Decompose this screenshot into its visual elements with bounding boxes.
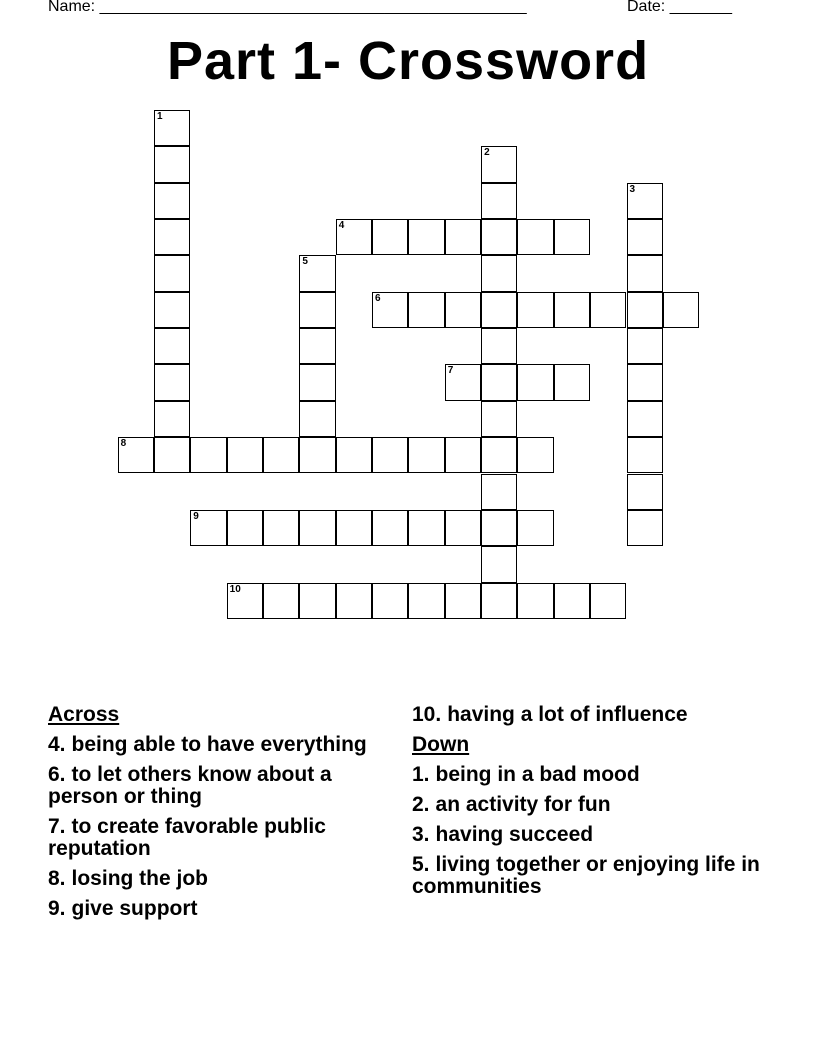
crossword-cell[interactable]: [336, 219, 372, 255]
crossword-cell[interactable]: [227, 437, 263, 473]
crossword-cell[interactable]: [481, 364, 517, 400]
crossword-cell[interactable]: [154, 401, 190, 437]
crossword-cell[interactable]: [445, 437, 481, 473]
crossword-cell[interactable]: [481, 328, 517, 364]
crossword-cell[interactable]: [481, 219, 517, 255]
crossword-cell[interactable]: [336, 510, 372, 546]
crossword-cell[interactable]: [408, 510, 444, 546]
crossword-cell[interactable]: [299, 255, 335, 291]
crossword-cell[interactable]: [517, 583, 553, 619]
clue-across-4: 4. being able to have everything: [48, 733, 367, 756]
crossword-cell[interactable]: [154, 146, 190, 182]
crossword-cell[interactable]: [408, 583, 444, 619]
page-title: Part 1- Crossword: [166, 31, 650, 91]
crossword-cell[interactable]: [481, 474, 517, 510]
clue-down-2: 2. an activity for fun: [412, 793, 611, 816]
crossword-cell[interactable]: [627, 255, 663, 291]
crossword-cell[interactable]: [481, 583, 517, 619]
clue-across-9: 9. give support: [48, 897, 198, 920]
crossword-cell[interactable]: [263, 437, 299, 473]
clue-number: 4: [338, 220, 345, 232]
crossword-cell[interactable]: [118, 437, 154, 473]
crossword-cell[interactable]: [408, 219, 444, 255]
clue-across-10: 10. having a lot of influence: [412, 703, 688, 726]
crossword-cell[interactable]: [190, 510, 226, 546]
crossword-cell[interactable]: [590, 292, 626, 328]
crossword-cell[interactable]: [627, 364, 663, 400]
crossword-cell[interactable]: [154, 437, 190, 473]
crossword-cell[interactable]: [481, 510, 517, 546]
crossword-cell[interactable]: [227, 583, 263, 619]
crossword-cell[interactable]: [299, 583, 335, 619]
crossword-cell[interactable]: [154, 219, 190, 255]
crossword-cell[interactable]: [627, 474, 663, 510]
clue-down-3: 3. having succeed: [412, 823, 594, 846]
date-field[interactable]: Date: _______: [627, 0, 732, 15]
crossword-cell[interactable]: [445, 364, 481, 400]
crossword-cell[interactable]: [517, 510, 553, 546]
clue-number: 1: [156, 111, 163, 122]
crossword-cell[interactable]: [408, 437, 444, 473]
clue-down-5: 5. living together or enjoying life in communities: [412, 853, 760, 898]
crossword-cell[interactable]: [517, 219, 553, 255]
crossword-cell[interactable]: [481, 292, 517, 328]
crossword-cell[interactable]: [154, 364, 190, 400]
clue-down-1: 1. being in a bad mood: [412, 763, 640, 786]
crossword-cell[interactable]: [372, 583, 408, 619]
clue-across-6: 6. to let others know about a person or thing: [48, 763, 332, 808]
crossword-cell[interactable]: [481, 401, 517, 437]
crossword-cell[interactable]: [517, 437, 553, 473]
clue-number: 5: [302, 256, 308, 268]
crossword-cell[interactable]: [445, 292, 481, 328]
crossword-cell[interactable]: [590, 583, 626, 619]
clue-number: 8: [120, 438, 127, 450]
crossword-cell[interactable]: [663, 292, 699, 328]
crossword-cell[interactable]: [299, 292, 335, 328]
clue-number: 6: [375, 292, 381, 304]
crossword-cell[interactable]: [299, 437, 335, 473]
crossword-cell[interactable]: [263, 510, 299, 546]
crossword-cell[interactable]: [481, 437, 517, 473]
crossword-cell[interactable]: [627, 183, 663, 219]
crossword-cell[interactable]: [554, 219, 590, 255]
crossword-cell[interactable]: [445, 219, 481, 255]
crossword-cell[interactable]: [627, 292, 663, 328]
crossword-cell[interactable]: [481, 146, 517, 182]
crossword-cell[interactable]: [154, 110, 190, 146]
crossword-cell[interactable]: [372, 510, 408, 546]
crossword-cell[interactable]: [154, 183, 190, 219]
crossword-cell[interactable]: [481, 546, 517, 582]
crossword-cell[interactable]: [336, 583, 372, 619]
crossword-cell[interactable]: [263, 583, 299, 619]
crossword-cell[interactable]: [481, 255, 517, 291]
crossword-cell[interactable]: [627, 219, 663, 255]
name-field[interactable]: Name: ________________________________________________: [48, 0, 527, 15]
crossword-cell[interactable]: [372, 437, 408, 473]
crossword-cell[interactable]: [627, 328, 663, 364]
clue-across-8: 8. losing the job: [48, 867, 209, 890]
crossword-cell[interactable]: [481, 183, 517, 219]
crossword-cell[interactable]: [517, 364, 553, 400]
clues-left-column: [48, 704, 388, 928]
crossword-cell[interactable]: [554, 364, 590, 400]
across-heading: Across: [48, 703, 120, 726]
down-heading: Down: [412, 733, 470, 756]
clue-number: 7: [447, 365, 454, 377]
crossword-cell[interactable]: [554, 583, 590, 619]
clue-number: 9: [193, 510, 199, 522]
crossword-cell[interactable]: [408, 292, 444, 328]
crossword-cell[interactable]: [517, 292, 553, 328]
crossword-cell[interactable]: [372, 292, 408, 328]
crossword-cell[interactable]: [299, 401, 335, 437]
crossword-cell[interactable]: [299, 510, 335, 546]
crossword-cell[interactable]: [154, 328, 190, 364]
crossword-cell[interactable]: [336, 437, 372, 473]
crossword-cell[interactable]: [190, 437, 226, 473]
clues-right-column: [412, 704, 792, 906]
crossword-cell[interactable]: [154, 292, 190, 328]
crossword-cell[interactable]: [554, 292, 590, 328]
clue-number: 3: [629, 183, 636, 195]
crossword-cell[interactable]: [227, 510, 263, 546]
crossword-cell[interactable]: [627, 510, 663, 546]
crossword-cell[interactable]: [627, 437, 663, 473]
crossword-cell[interactable]: [154, 255, 190, 291]
crossword-cell[interactable]: [372, 219, 408, 255]
clue-number: 2: [484, 147, 490, 159]
crossword-cell[interactable]: [445, 510, 481, 546]
crossword-cell[interactable]: [627, 401, 663, 437]
crossword-cell[interactable]: [299, 364, 335, 400]
crossword-cell[interactable]: [299, 328, 335, 364]
clue-number: 10: [229, 583, 241, 595]
crossword-cell[interactable]: [445, 583, 481, 619]
clue-across-7: 7. to create favorable public reputation: [48, 815, 326, 860]
